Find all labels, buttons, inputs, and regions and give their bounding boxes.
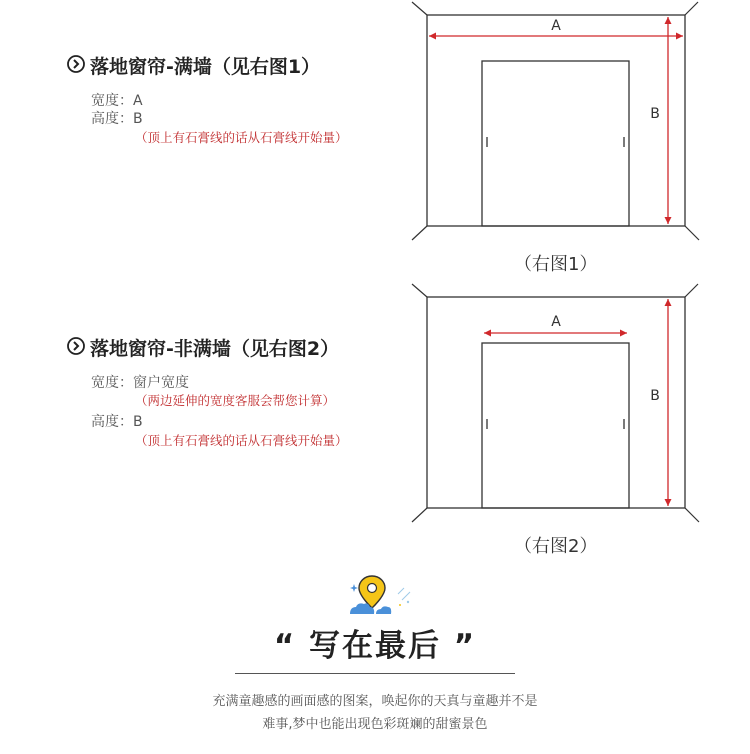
window-frame (482, 61, 629, 226)
diagram-1 (405, 0, 705, 250)
diagram-1-caption: （右图1） (514, 254, 598, 275)
section1-title: 落地窗帘-满墙（见右图1） (90, 56, 321, 78)
section2-note: （顶上有石膏线的话从石膏线开始量） (135, 433, 348, 448)
section2-width-note: （两边延伸的宽度客服会帮您计算） (135, 393, 336, 408)
dimension-a-label: A (551, 18, 561, 34)
room-corner-line (685, 508, 699, 522)
window-frame (482, 343, 629, 508)
arrowhead (484, 330, 491, 337)
closing-line-1: 充满童趣感的画面感的图案，唤起你的天真与童趣并不是 (212, 694, 538, 709)
arrow-circle-icon (67, 337, 85, 355)
room-corner-line (412, 226, 427, 240)
arrowhead (665, 217, 672, 224)
arrowhead (429, 33, 436, 40)
arrowhead (620, 330, 627, 337)
section1-note: （顶上有石膏线的话从石膏线开始量） (135, 130, 348, 145)
room-corner-line (412, 2, 427, 15)
room-corner-line (685, 2, 698, 15)
room-corner-line (685, 284, 698, 297)
diagram-2-caption: （右图2） (514, 536, 598, 557)
wall-outline (427, 15, 685, 226)
section2-width: 宽度：窗户宽度 (91, 375, 189, 391)
arrow-circle-icon (67, 55, 85, 73)
dimension-b-label: B (650, 106, 660, 122)
section2-height: 高度：B (91, 414, 143, 430)
arrowhead (665, 299, 672, 306)
section1-width: 宽度：A (91, 93, 143, 109)
diagram-2 (405, 282, 705, 527)
arrowhead (676, 33, 683, 40)
room-corner-line (412, 284, 427, 297)
arrowhead (665, 499, 672, 506)
section1-height: 高度：B (91, 111, 143, 127)
dimension-a-label: A (551, 314, 561, 330)
room-corner-line (412, 508, 427, 522)
closing-divider (235, 673, 515, 674)
closing-line-2: 难事,梦中也能出现色彩斑斓的甜蜜景色 (262, 717, 488, 732)
closing-title: “ 写在最后 ” (273, 628, 477, 664)
arrowhead (665, 17, 672, 24)
room-corner-line (685, 226, 699, 240)
section2-title: 落地窗帘-非满墙（见右图2） (90, 338, 340, 360)
location-pin-icon (344, 574, 424, 616)
dimension-b-label: B (650, 388, 660, 404)
